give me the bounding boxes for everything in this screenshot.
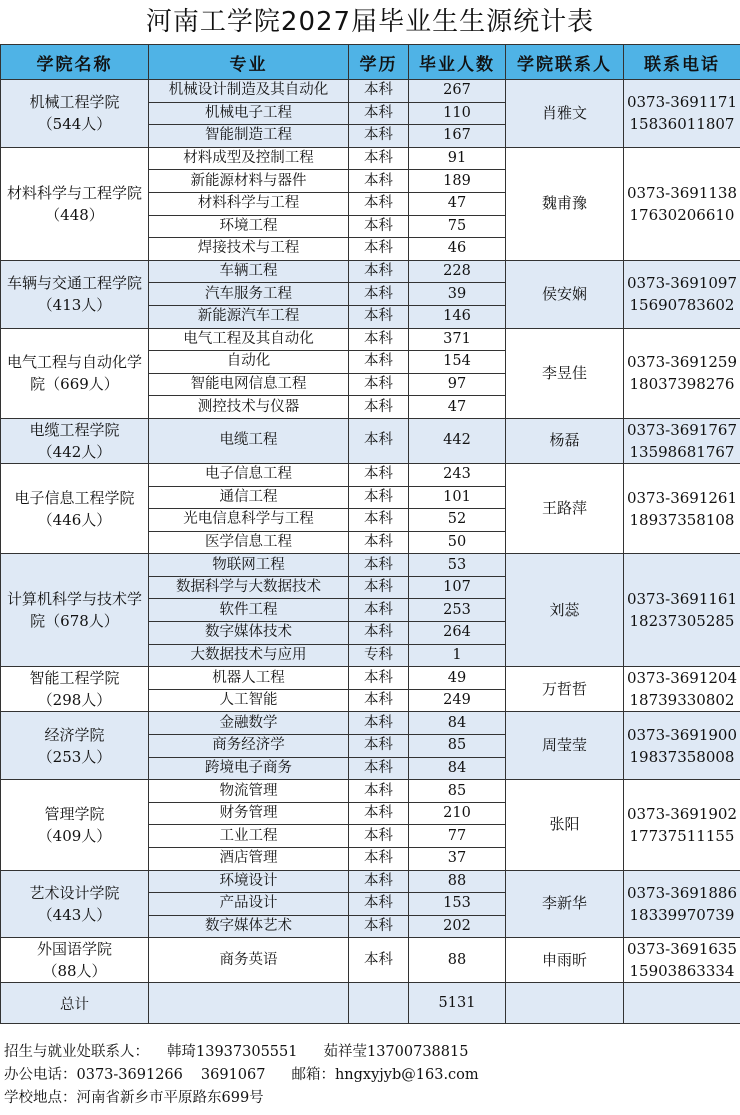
office-phone: 0373-3691161 xyxy=(626,590,738,609)
degree-cell: 本科 xyxy=(349,192,409,215)
college-name-cell: 电缆工程学院 （442人） xyxy=(1,418,149,463)
total-empty-cell xyxy=(349,983,409,1024)
college-name-cell: 智能工程学院 （298人） xyxy=(1,667,149,712)
footer xyxy=(0,1041,740,1115)
degree-cell: 本科 xyxy=(349,531,409,554)
office-phone: 0373-3691902 xyxy=(626,804,738,823)
header-count: 毕业人数 xyxy=(409,45,506,80)
count-cell: 243 xyxy=(409,463,506,486)
table-row xyxy=(1,780,740,803)
degree-cell: 本科 xyxy=(349,418,409,463)
contact-person-cell: 张阳 xyxy=(506,780,624,870)
count-cell: 47 xyxy=(409,396,506,419)
mobile-phone: 15903863334 xyxy=(629,962,735,981)
count-cell: 202 xyxy=(409,915,506,938)
degree-cell: 专科 xyxy=(349,644,409,667)
degree-cell: 本科 xyxy=(349,373,409,396)
count-cell: 189 xyxy=(409,170,506,193)
count-cell: 264 xyxy=(409,622,506,645)
major-cell: 新能源材料与器件 xyxy=(149,170,349,193)
major-cell: 智能制造工程 xyxy=(149,125,349,148)
degree-cell: 本科 xyxy=(349,215,409,238)
footer-office-line xyxy=(4,1064,740,1087)
count-cell: 88 xyxy=(409,870,506,893)
degree-cell: 本科 xyxy=(349,125,409,148)
major-cell: 数据科学与大数据技术 xyxy=(149,576,349,599)
count-cell: 39 xyxy=(409,283,506,306)
degree-cell: 本科 xyxy=(349,802,409,825)
header-row xyxy=(1,45,740,80)
degree-cell: 本科 xyxy=(349,509,409,532)
table-body xyxy=(1,80,740,1024)
degree-cell: 本科 xyxy=(349,735,409,758)
header-phone: 联系电话 xyxy=(624,45,740,80)
header-major: 专业 xyxy=(149,45,349,80)
major-cell: 机械电子工程 xyxy=(149,102,349,125)
graduate-table xyxy=(0,44,740,1024)
contact-person-cell: 王路萍 xyxy=(506,463,624,553)
contact-person-cell: 杨磊 xyxy=(506,418,624,463)
phone-cell xyxy=(624,463,740,553)
degree-cell: 本科 xyxy=(349,238,409,261)
college-name-cell: 艺术设计学院 （443人） xyxy=(1,870,149,938)
major-cell: 电缆工程 xyxy=(149,418,349,463)
major-cell: 电子信息工程 xyxy=(149,463,349,486)
major-cell: 环境设计 xyxy=(149,870,349,893)
footer-office-label: 办公电话： xyxy=(4,1067,77,1083)
mobile-phone: 19837358008 xyxy=(629,747,735,766)
degree-cell: 本科 xyxy=(349,305,409,328)
contact-person-cell: 万哲哲 xyxy=(506,667,624,712)
office-phone: 0373-3691138 xyxy=(626,183,738,202)
phone-cell xyxy=(624,147,740,260)
footer-contact-1: 韩琦13937305551 xyxy=(167,1044,298,1060)
total-label-cell: 总计 xyxy=(1,983,149,1024)
mobile-phone: 17630206610 xyxy=(629,205,735,224)
count-cell: 50 xyxy=(409,531,506,554)
degree-cell: 本科 xyxy=(349,689,409,712)
footer-email[interactable]: hngxyjyb@163.com xyxy=(334,1067,479,1083)
major-cell: 物流管理 xyxy=(149,780,349,803)
degree-cell: 本科 xyxy=(349,667,409,690)
major-cell: 人工智能 xyxy=(149,689,349,712)
table-row xyxy=(1,328,740,351)
degree-cell: 本科 xyxy=(349,80,409,103)
major-cell: 商务英语 xyxy=(149,938,349,983)
major-cell: 机械设计制造及其自动化 xyxy=(149,80,349,103)
count-cell: 52 xyxy=(409,509,506,532)
table-row xyxy=(1,554,740,577)
major-cell: 酒店管理 xyxy=(149,848,349,871)
office-phone: 0373-3691635 xyxy=(626,940,738,959)
total-empty-cell xyxy=(149,983,349,1024)
count-cell: 107 xyxy=(409,576,506,599)
count-cell: 84 xyxy=(409,757,506,780)
table-row xyxy=(1,418,740,463)
college-name-cell: 材料科学与工程学院（448） xyxy=(1,147,149,260)
contact-person-cell: 申雨昕 xyxy=(506,938,624,983)
major-cell: 焊接技术与工程 xyxy=(149,238,349,261)
office-phone: 0373-3691900 xyxy=(626,725,738,744)
degree-cell: 本科 xyxy=(349,757,409,780)
office-phone: 0373-3691259 xyxy=(626,353,738,372)
footer-contact-2: 茹祥莹13700738815 xyxy=(323,1044,469,1060)
contact-person-cell: 李新华 xyxy=(506,870,624,938)
degree-cell: 本科 xyxy=(349,396,409,419)
mobile-phone: 18937358108 xyxy=(629,510,735,529)
mobile-phone: 13598681767 xyxy=(629,442,735,461)
table-row xyxy=(1,712,740,735)
total-count-cell: 5131 xyxy=(409,983,506,1024)
office-phone: 0373-3691261 xyxy=(626,488,738,507)
phone-cell xyxy=(624,260,740,328)
phone-cell xyxy=(624,712,740,780)
table-row xyxy=(1,463,740,486)
header-degree: 学历 xyxy=(349,45,409,80)
mobile-phone: 15690783602 xyxy=(629,296,735,315)
mobile-phone: 18037398276 xyxy=(629,375,735,394)
degree-cell: 本科 xyxy=(349,599,409,622)
major-cell: 数字媒体艺术 xyxy=(149,915,349,938)
phone-cell xyxy=(624,780,740,870)
count-cell: 91 xyxy=(409,147,506,170)
phone-cell xyxy=(624,870,740,938)
count-cell: 154 xyxy=(409,351,506,374)
major-cell: 商务经济学 xyxy=(149,735,349,758)
mobile-phone: 18339970739 xyxy=(629,905,735,924)
count-cell: 1 xyxy=(409,644,506,667)
mobile-phone: 15836011807 xyxy=(629,115,735,134)
footer-office-phone-1: 0373-3691266 xyxy=(76,1067,183,1083)
count-cell: 371 xyxy=(409,328,506,351)
degree-cell: 本科 xyxy=(349,328,409,351)
footer-contact-label: 招生与就业处联系人： xyxy=(4,1044,149,1060)
college-name-cell: 外国语学院 （88人） xyxy=(1,938,149,983)
major-cell: 大数据技术与应用 xyxy=(149,644,349,667)
total-empty-cell xyxy=(506,983,624,1024)
major-cell: 通信工程 xyxy=(149,486,349,509)
degree-cell: 本科 xyxy=(349,283,409,306)
count-cell: 46 xyxy=(409,238,506,261)
count-cell: 75 xyxy=(409,215,506,238)
college-name-cell: 电气工程与自动化学院（669人） xyxy=(1,328,149,418)
total-row xyxy=(1,983,740,1024)
count-cell: 77 xyxy=(409,825,506,848)
count-cell: 85 xyxy=(409,735,506,758)
degree-cell: 本科 xyxy=(349,870,409,893)
footer-address-line xyxy=(4,1087,740,1110)
degree-cell: 本科 xyxy=(349,780,409,803)
table-row xyxy=(1,147,740,170)
degree-cell: 本科 xyxy=(349,622,409,645)
major-cell: 跨境电子商务 xyxy=(149,757,349,780)
footer-email-label: 邮箱： xyxy=(291,1067,335,1083)
count-cell: 37 xyxy=(409,848,506,871)
major-cell: 智能电网信息工程 xyxy=(149,373,349,396)
phone-cell xyxy=(624,418,740,463)
phone-cell xyxy=(624,328,740,418)
footer-address-label: 学校地点： xyxy=(4,1090,77,1106)
count-cell: 101 xyxy=(409,486,506,509)
contact-person-cell: 侯安娴 xyxy=(506,260,624,328)
degree-cell: 本科 xyxy=(349,351,409,374)
count-cell: 153 xyxy=(409,893,506,916)
major-cell: 软件工程 xyxy=(149,599,349,622)
degree-cell: 本科 xyxy=(349,825,409,848)
count-cell: 85 xyxy=(409,780,506,803)
count-cell: 84 xyxy=(409,712,506,735)
major-cell: 材料成型及控制工程 xyxy=(149,147,349,170)
footer-office-phone-2: 3691067 xyxy=(200,1067,266,1083)
college-name-cell: 电子信息工程学院 （446人） xyxy=(1,463,149,553)
phone-cell xyxy=(624,667,740,712)
office-phone: 0373-3691204 xyxy=(626,669,738,688)
mobile-phone: 17737511155 xyxy=(629,826,735,845)
major-cell: 材料科学与工程 xyxy=(149,192,349,215)
college-name-cell: 计算机科学与技术学院（678人） xyxy=(1,554,149,667)
major-cell: 产品设计 xyxy=(149,893,349,916)
contact-person-cell: 肖雅文 xyxy=(506,80,624,148)
major-cell: 车辆工程 xyxy=(149,260,349,283)
office-phone: 0373-3691767 xyxy=(626,420,738,439)
count-cell: 88 xyxy=(409,938,506,983)
office-phone: 0373-3691886 xyxy=(626,883,738,902)
major-cell: 数字媒体技术 xyxy=(149,622,349,645)
table-row xyxy=(1,80,740,103)
degree-cell: 本科 xyxy=(349,848,409,871)
office-phone: 0373-3691171 xyxy=(626,93,738,112)
major-cell: 测控技术与仪器 xyxy=(149,396,349,419)
college-name-cell: 车辆与交通工程学院（413人） xyxy=(1,260,149,328)
college-name-cell: 经济学院 （253人） xyxy=(1,712,149,780)
major-cell: 光电信息科学与工程 xyxy=(149,509,349,532)
degree-cell: 本科 xyxy=(349,576,409,599)
header-contact: 学院联系人 xyxy=(506,45,624,80)
degree-cell: 本科 xyxy=(349,893,409,916)
degree-cell: 本科 xyxy=(349,554,409,577)
phone-cell xyxy=(624,80,740,148)
degree-cell: 本科 xyxy=(349,712,409,735)
footer-address: 河南省新乡市平原路东699号 xyxy=(76,1090,264,1106)
table-row xyxy=(1,938,740,983)
table-row xyxy=(1,870,740,893)
contact-person-cell: 李昱佳 xyxy=(506,328,624,418)
count-cell: 228 xyxy=(409,260,506,283)
degree-cell: 本科 xyxy=(349,260,409,283)
degree-cell: 本科 xyxy=(349,102,409,125)
count-cell: 110 xyxy=(409,102,506,125)
page-title: 河南工学院2027届毕业生生源统计表 xyxy=(145,7,595,37)
major-cell: 机器人工程 xyxy=(149,667,349,690)
count-cell: 249 xyxy=(409,689,506,712)
degree-cell: 本科 xyxy=(349,938,409,983)
major-cell: 财务管理 xyxy=(149,802,349,825)
count-cell: 267 xyxy=(409,80,506,103)
office-phone: 0373-3691097 xyxy=(626,274,738,293)
count-cell: 49 xyxy=(409,667,506,690)
major-cell: 汽车服务工程 xyxy=(149,283,349,306)
total-empty-cell xyxy=(624,983,740,1024)
major-cell: 自动化 xyxy=(149,351,349,374)
phone-cell xyxy=(624,938,740,983)
count-cell: 53 xyxy=(409,554,506,577)
table-row xyxy=(1,667,740,690)
count-cell: 210 xyxy=(409,802,506,825)
table-row xyxy=(1,260,740,283)
header-college: 学院名称 xyxy=(1,45,149,80)
degree-cell: 本科 xyxy=(349,170,409,193)
footer-contact-line xyxy=(4,1041,740,1064)
mobile-phone: 18739330802 xyxy=(629,691,735,710)
degree-cell: 本科 xyxy=(349,915,409,938)
major-cell: 电气工程及其自动化 xyxy=(149,328,349,351)
degree-cell: 本科 xyxy=(349,147,409,170)
college-name-cell: 管理学院 （409人） xyxy=(1,780,149,870)
contact-person-cell: 刘蕊 xyxy=(506,554,624,667)
count-cell: 167 xyxy=(409,125,506,148)
contact-person-cell: 周莹莹 xyxy=(506,712,624,780)
major-cell: 物联网工程 xyxy=(149,554,349,577)
major-cell: 金融数学 xyxy=(149,712,349,735)
count-cell: 442 xyxy=(409,418,506,463)
phone-cell xyxy=(624,554,740,667)
major-cell: 医学信息工程 xyxy=(149,531,349,554)
mobile-phone: 18237305285 xyxy=(629,612,735,631)
degree-cell: 本科 xyxy=(349,463,409,486)
college-name-cell: 机械工程学院 （544人） xyxy=(1,80,149,148)
contact-person-cell: 魏甫豫 xyxy=(506,147,624,260)
major-cell: 工业工程 xyxy=(149,825,349,848)
major-cell: 新能源汽车工程 xyxy=(149,305,349,328)
major-cell: 环境工程 xyxy=(149,215,349,238)
count-cell: 146 xyxy=(409,305,506,328)
count-cell: 47 xyxy=(409,192,506,215)
degree-cell: 本科 xyxy=(349,486,409,509)
count-cell: 97 xyxy=(409,373,506,396)
count-cell: 253 xyxy=(409,599,506,622)
